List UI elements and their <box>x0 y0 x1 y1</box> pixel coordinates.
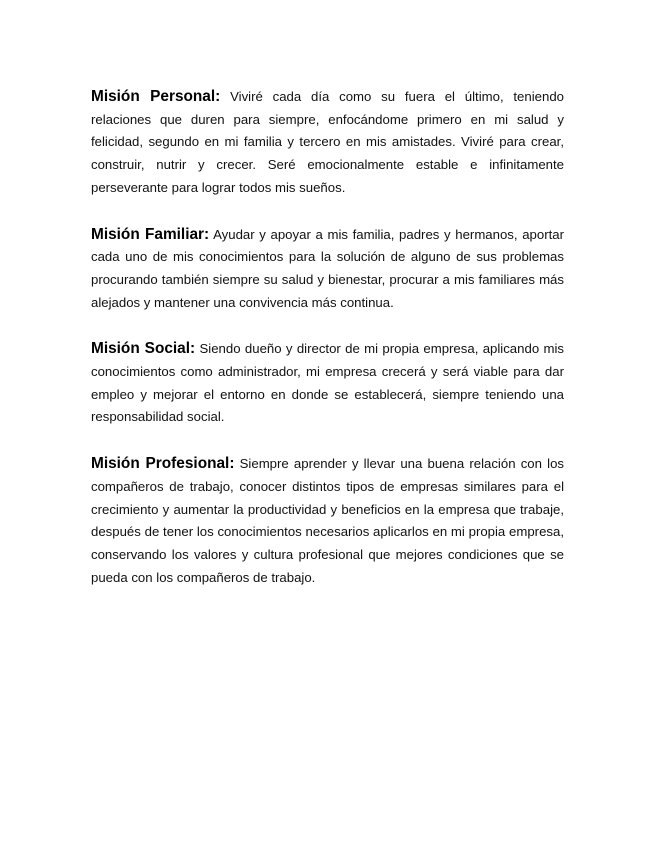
mission-professional-heading: Misión Profesional: <box>91 455 235 473</box>
mission-social-paragraph <box>91 338 564 429</box>
mission-family-heading: Misión Familiar: <box>91 225 210 243</box>
mission-personal-paragraph <box>91 86 564 200</box>
mission-social-text: Siendo dueño y director de mi propia empresa, aplicando mis conocimientos como administrador, mi empresa crecerá y será viable para dar empleo y mejorar el entorno en donde se establecerá, siempre teniendo una responsabilidad social. <box>91 341 564 425</box>
mission-professional-paragraph <box>91 453 564 589</box>
mission-family-text: Ayudar y apoyar a mis familia, padres y hermanos, aportar cada uno de mis conocimientos para la solución de alguno de sus problemas procurando también siempre su salud y bienestar, procurar a mis familiares más alejados y mantener una convivencia más continua. <box>91 226 564 310</box>
mission-personal-heading: Misión Personal: <box>91 88 221 105</box>
mission-social-heading: Misión Social: <box>91 340 196 358</box>
mission-professional-text: Siempre aprender y llevar una buena relación con los compañeros de trabajo, conocer distintos tipos de empresas similares para el crecimiento y aumentar la productividad y beneficios en la empresa que trabaje, después de tener los conocimientos necesarios aplicarlos en mi propia empresa, conservando los valores y cultura profesional que mejores condiciones que se pueda con los compañeros de trabajo. <box>91 456 564 585</box>
document-body <box>91 86 564 613</box>
mission-personal-text: Viviré cada día como su fuera el último, teniendo relaciones que duren para siempre, enfocándome primero en mi salud y felicidad, segundo en mi familia y tercero en mis amistades. Viviré para crear, construir, nutrir y crecer. Seré emocionalmente estable e infinitamente perseverante para lograr todos mis sueños. <box>91 89 564 195</box>
mission-family-paragraph <box>91 224 564 315</box>
